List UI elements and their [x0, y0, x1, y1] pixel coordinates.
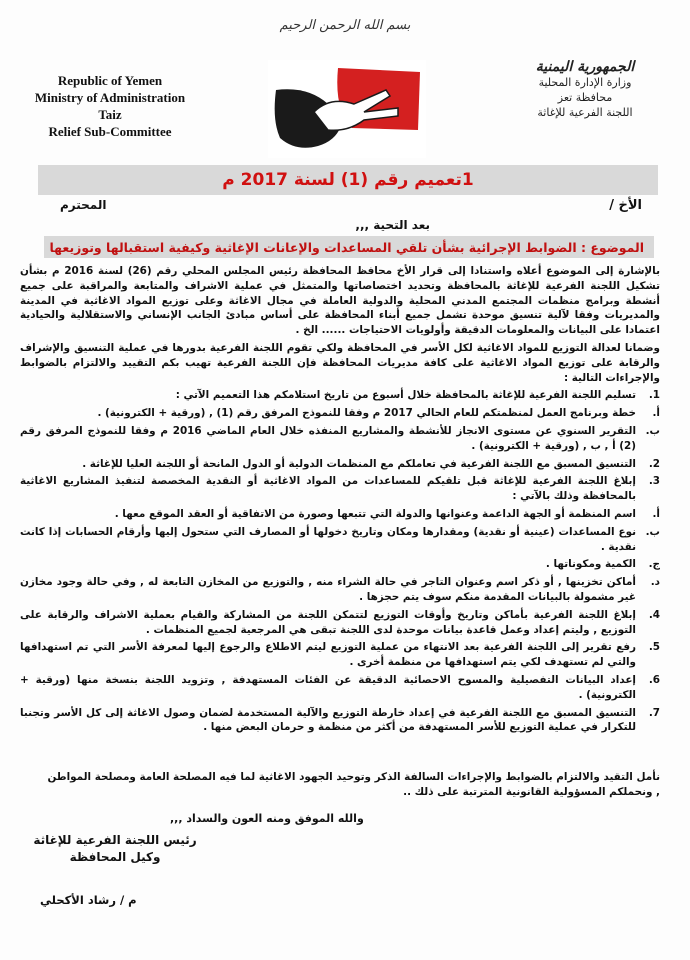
letterhead-ar-committee: اللجنة الفرعية للإغاثة [537, 106, 633, 119]
paragraph: بالإشارة إلى الموضوع أعلاه واستنادا إلى قرار الأخ محافظ المحافظة رئيس المجلس المحلي رقم (26) لسنة 2016 م بشأن تشكيل اللجنة الفرعية للإغاثة بالمحافظة وتحديد اختصاصاتها والمتمثل في عملية الاشراف والمتابعة والمراقبة على جميع أنشطة وبرامج منظمات المجتمع المدني المحلية والدولية العاملة في مجال الاغاثة وعلى توزيع المواد الاغاثية في المدينة والمديريات وفقا لآلية تنسيق موحدة تشمل جميع أبناء المحافظة على أساس مبادئ الجانب الإنساني والاستقلالية والحيادية اعتمادا على البيانات والمعلومات الدقيقة وأولويات الاحتياجات ...... الخ . [20, 265, 660, 337]
list-item: ج. الكمية ومكوناتها . [545, 558, 660, 571]
respected-label: المحترم [60, 198, 107, 212]
relief-logo [268, 60, 426, 158]
addressee: الأخ / [609, 198, 642, 213]
basmala: بسم الله الرحمن الرحيم [279, 18, 411, 33]
list-item: 5. رفع تقرير إلى اللجنة الفرعية بعد الانتهاء من عملية التوزيع ليتم الاطلاع والرجوع إليها لمعرفة الأسر التي تم استهدافها والتي لم تستهدف لكي يتم استهدافها من منظمة أخرى . [20, 641, 660, 669]
letterhead-ar-ministry: وزارة الإدارة المحلية [538, 76, 632, 89]
letterhead-line-committee: Relief Sub-Committee [48, 124, 172, 139]
letterhead-line-ministry: Ministry of Administration [34, 90, 186, 105]
closing-paragraph: نأمل التقيد والالتزام بالضوابط والإجراءات السالفة الذكر وتوحيد الجهود الاغاثية لما فيه المصلحة العامة ومصلحة المواطن , ونحملكم المسؤولية القانونية المترتبة على ذلك .. [47, 771, 660, 798]
list-item: 2. التنسيق المسبق مع اللجنة الفرعية في تعاملكم مع المنظمات الدولية أو الدول المانحة أو اللجنة العليا للإغاثة . [82, 457, 660, 470]
letterhead-line-country: Republic of Yemen [57, 73, 163, 88]
signature-title: رئيس اللجنة الفرعية للإغاثة [33, 833, 197, 847]
signature-block [30, 832, 200, 866]
letterhead-line-city: Taiz [98, 107, 122, 122]
signature-position: وكيل المحافظة [69, 850, 161, 864]
letterhead-ar-city: محافظة تعز [557, 91, 613, 104]
letterhead-ar-country: الجمهورية اليمنية [535, 59, 635, 75]
greeting: بعد التحية ,,, [355, 218, 430, 232]
english-letterhead [10, 72, 210, 140]
paragraph: وضمانا لعدالة التوزيع للمواد الاغاثية لكل الأسر في المحافظة ولكي تقوم اللجنة الفرعية بدورها في عملية التنسيق والإشراف والرقابة على توزيع المواد الاغاثية على كافة مديريات المحافظة فإن اللجنة الفرعية تهيب بكم التقييد والالتزام بالضوابط والإجراءات التالية : [20, 341, 660, 384]
list-item: ب. نوع المساعدات (عينية أو نقدية) ومقدارها ومكان وتاريخ دخولها أو المصارف التي ستحول إليها وأرقام الحسابات إذا كانت نقدية . [20, 525, 660, 553]
subject-bar [44, 236, 654, 258]
list-item: 7. التنسيق المسبق مع اللجنة الفرعية في إعداد خارطة التوزيع والآلية المستخدمة لضمان وصول الاغاثة إلى كل الأسر وتجنبا للتكرار في عملية التوزيع للأسر المستهدفة من أكثر من منظمة و حرمان البعض منها . [20, 706, 660, 734]
list-item: أ. اسم المنظمة أو الجهة الداعمة وعنوانها والدولة التي تتبعها وصورة من الاتفاقية أو العقد الموقع معها . [114, 507, 660, 520]
list-item: 6. إعداد البيانات التفصيلية والمسوح الاحصائية الدقيقة عن الفئات المستهدفة , وتزويد اللجنة بنسخة منها (ورقية + الكترونية) . [20, 673, 660, 701]
closing-blessing: والله الموفق ومنه العون والسداد ,,, [170, 812, 364, 825]
list-item: 3. إبلاغ اللجنة الفرعية للإغاثة قبل تلقيكم للمساعدات من المواد الاغاثية أو النقدية المخصصة لتنفيذ المشاريع الاغاثية بالمحافظة وذلك بالآتي : [20, 475, 660, 503]
circular-title: 1تعميم رقم (1) لسنة 2017 م [222, 170, 474, 190]
letter-body [20, 264, 660, 738]
circular-title-bar [38, 165, 658, 195]
list-item: 4. إبلاغ اللجنة الفرعية بأماكن وتاريخ وأوقات التوزيع لتتمكن اللجنة من المشاركة والقيام بعملية الاشراف والرقابة على التوزيع , وليتم إعداد وعمل قاعدة بيانات موحدة لدى اللجنة تبقى هي المرجعية لجميع المنظمات . [20, 608, 660, 636]
signer-name: م / رشاد الأكحلي [40, 893, 137, 907]
list-item: 1. تسليم اللجنة الفرعية للإغاثة بالمحافظة خلال أسبوع من تاريخ استلامكم هذا التعميم الآتي : [175, 389, 660, 402]
list-item: أ. خطة وبرنامج العمل لمنظمتكم للعام الحالي 2017 م وفقا للنموذج المرفق رقم (1) , (ورقية + الكترونية) . [97, 407, 660, 420]
list-item: د. أماكن تخزينها , أو ذكر اسم وعنوان التاجر في حالة الشراء منه , والتوزيع من المخازن التابعة له , وفي حالة وجود مخازن غير مشمولة بالبيانات المقدمة منكم سوف يتم حجزها . [20, 576, 660, 603]
list-item: ب. التقرير السنوي عن مستوى الانجاز للأنشطة والمشاريع المنفذه خلال العام الماضي 2016 م وفقا للنموذج المرفق رقم (2) أ , ب , (ورقية + الكترونية) . [20, 424, 660, 452]
arabic-letterhead [500, 60, 670, 120]
subject-text: الموضوع : الضوابط الإجرائية بشأن تلقي المساعدات والإعانات الإغاثية وكيفية استقبالها وتوزيعها [49, 239, 644, 255]
